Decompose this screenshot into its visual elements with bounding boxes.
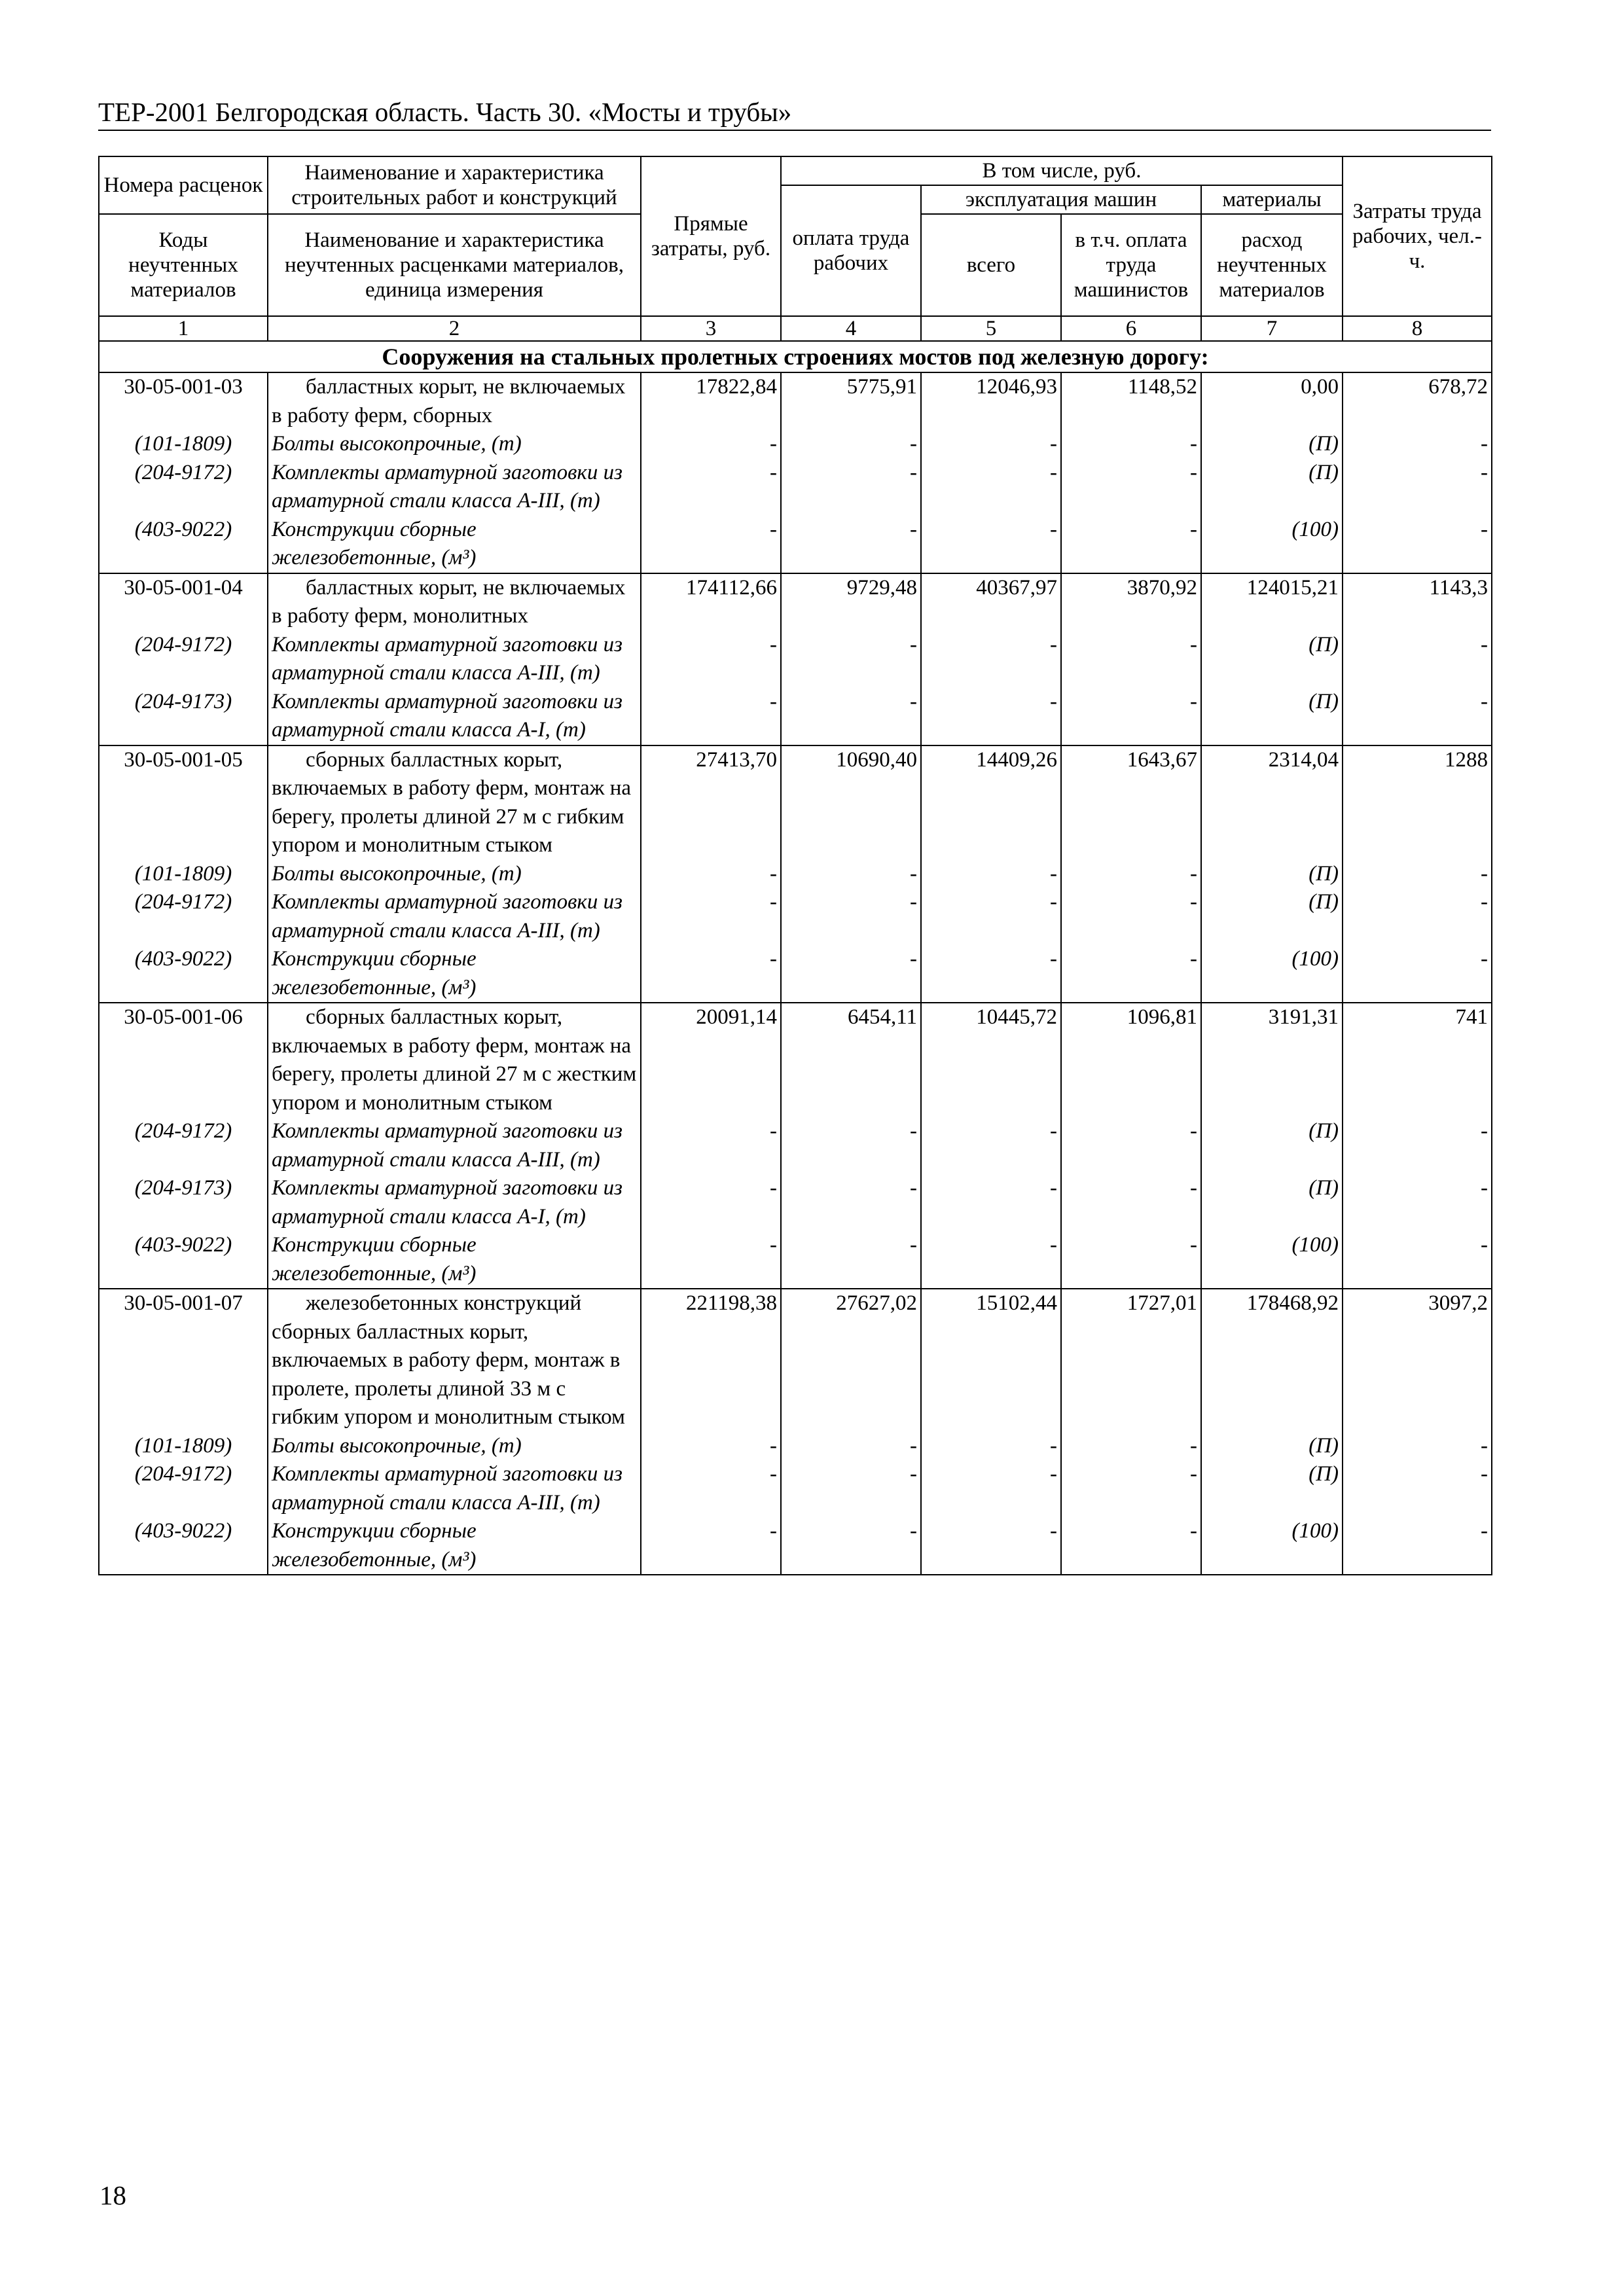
dash-value: - xyxy=(921,688,1061,745)
dash-value: - xyxy=(1343,430,1492,459)
labor-costs-value: 3097,2 xyxy=(1343,1289,1492,1432)
material-row xyxy=(99,1231,1492,1289)
material-quantity: (П) xyxy=(1201,1432,1343,1461)
dash-value: - xyxy=(1343,688,1492,745)
dash-value: - xyxy=(641,1432,781,1461)
material-code: (204-9172) xyxy=(99,1460,268,1517)
material-code: (403-9022) xyxy=(99,1231,268,1289)
dash-value: - xyxy=(921,631,1061,688)
machinist-pay-value: 1643,67 xyxy=(1061,745,1201,860)
header-worker-pay: оплата труда рабочих xyxy=(781,185,921,316)
header-materials: материалы xyxy=(1201,185,1343,214)
header-rule xyxy=(98,130,1491,131)
material-code: (101-1809) xyxy=(99,430,268,459)
material-description: Болты высокопрочные, (т) xyxy=(268,1432,641,1461)
column-number: 7 xyxy=(1201,316,1343,341)
dash-value: - xyxy=(1343,1460,1492,1517)
material-description: Комплекты арматурной заготовки из арматурной стали класса А-III, (т) xyxy=(268,888,641,945)
material-row xyxy=(99,688,1492,745)
table-row xyxy=(99,573,1492,631)
dash-value: - xyxy=(781,459,921,516)
material-quantity: (П) xyxy=(1201,688,1343,745)
machine-total-value: 12046,93 xyxy=(921,372,1061,430)
material-quantity: (П) xyxy=(1201,1117,1343,1174)
dash-value: - xyxy=(1343,945,1492,1003)
material-description: Комплекты арматурной заготовки из арматурной стали класса А-III, (т) xyxy=(268,1117,641,1174)
material-row xyxy=(99,1460,1492,1517)
rates-table xyxy=(98,156,1492,1575)
machine-total-value: 40367,97 xyxy=(921,573,1061,631)
dash-value: - xyxy=(921,945,1061,1003)
material-row xyxy=(99,1117,1492,1174)
column-number: 8 xyxy=(1343,316,1492,341)
worker-pay-value: 27627,02 xyxy=(781,1289,921,1432)
dash-value: - xyxy=(641,516,781,573)
rate-description xyxy=(268,1003,641,1117)
dash-value: - xyxy=(1061,945,1201,1003)
rate-description xyxy=(268,1289,641,1432)
dash-value: - xyxy=(921,459,1061,516)
material-code: (204-9172) xyxy=(99,459,268,516)
dash-value: - xyxy=(781,1231,921,1289)
machinist-pay-value: 1148,52 xyxy=(1061,372,1201,430)
header-labor-costs: Затраты труда рабочих, чел.-ч. xyxy=(1343,156,1492,316)
page-number: 18 xyxy=(99,2180,126,2210)
material-code: (403-9022) xyxy=(99,945,268,1003)
material-quantity: (П) xyxy=(1201,631,1343,688)
dash-value: - xyxy=(1343,1174,1492,1231)
dash-value: - xyxy=(781,860,921,889)
dash-value: - xyxy=(1061,860,1201,889)
header-machine-total: всего xyxy=(921,214,1061,316)
dash-value: - xyxy=(641,631,781,688)
machinist-pay-value: 1096,81 xyxy=(1061,1003,1201,1117)
material-row xyxy=(99,516,1492,573)
column-number: 1 xyxy=(99,316,268,341)
dash-value: - xyxy=(781,430,921,459)
machine-total-value: 10445,72 xyxy=(921,1003,1061,1117)
material-description: Комплекты арматурной заготовки из арматурной стали класса А-III, (т) xyxy=(268,459,641,516)
material-row xyxy=(99,631,1492,688)
material-row xyxy=(99,860,1492,889)
header-unaccounted-materials: расход неучтенных материалов xyxy=(1201,214,1343,316)
header-machinist-pay: в т.ч. оплата труда машинистов xyxy=(1061,214,1201,316)
dash-value: - xyxy=(781,888,921,945)
dash-value: - xyxy=(1343,1517,1492,1575)
materials-value: 2314,04 xyxy=(1201,745,1343,860)
material-code: (204-9172) xyxy=(99,631,268,688)
material-quantity: (П) xyxy=(1201,1174,1343,1231)
worker-pay-value: 9729,48 xyxy=(781,573,921,631)
rate-description-text: сборных балластных корыт, включаемых в работу ферм, монтаж на берегу, пролеты длиной 27 м с жестким упором и монолитным стыком xyxy=(272,1005,637,1115)
dash-value: - xyxy=(641,1460,781,1517)
dash-value: - xyxy=(1343,1231,1492,1289)
dash-value: - xyxy=(921,1117,1061,1174)
material-code: (204-9172) xyxy=(99,888,268,945)
rate-description-text: сборных балластных корыт, включаемых в работу ферм, монтаж на берегу, пролеты длиной 27 м с гибким упором и монолитным стыком xyxy=(272,747,632,857)
dash-value: - xyxy=(781,945,921,1003)
material-description: Болты высокопрочные, (т) xyxy=(268,430,641,459)
dash-value: - xyxy=(781,1117,921,1174)
material-description: Болты высокопрочные, (т) xyxy=(268,860,641,889)
dash-value: - xyxy=(781,1432,921,1461)
material-row xyxy=(99,1432,1492,1461)
materials-value: 178468,92 xyxy=(1201,1289,1343,1432)
material-quantity: (100) xyxy=(1201,1517,1343,1575)
dash-value: - xyxy=(641,945,781,1003)
worker-pay-value: 6454,11 xyxy=(781,1003,921,1117)
column-number: 4 xyxy=(781,316,921,341)
header-rate-numbers: Номера расценок xyxy=(99,156,268,214)
dash-value: - xyxy=(921,860,1061,889)
rate-code: 30-05-001-07 xyxy=(99,1289,268,1432)
dash-value: - xyxy=(1061,459,1201,516)
dash-value: - xyxy=(641,1231,781,1289)
material-code: (204-9173) xyxy=(99,1174,268,1231)
dash-value: - xyxy=(921,516,1061,573)
table-row xyxy=(99,372,1492,430)
direct-costs-value: 20091,14 xyxy=(641,1003,781,1117)
dash-value: - xyxy=(1061,1432,1201,1461)
dash-value: - xyxy=(921,1231,1061,1289)
dash-value: - xyxy=(1061,1517,1201,1575)
rate-description xyxy=(268,372,641,430)
material-row xyxy=(99,888,1492,945)
dash-value: - xyxy=(781,1174,921,1231)
material-quantity: (100) xyxy=(1201,1231,1343,1289)
material-code: (403-9022) xyxy=(99,516,268,573)
dash-value: - xyxy=(641,1117,781,1174)
dash-value: - xyxy=(921,1432,1061,1461)
direct-costs-value: 17822,84 xyxy=(641,372,781,430)
materials-value: 3191,31 xyxy=(1201,1003,1343,1117)
material-row xyxy=(99,945,1492,1003)
material-code: (204-9172) xyxy=(99,1117,268,1174)
dash-value: - xyxy=(921,1174,1061,1231)
dash-value: - xyxy=(1343,459,1492,516)
dash-value: - xyxy=(641,1517,781,1575)
column-number: 2 xyxy=(268,316,641,341)
material-description: Конструкции сборные железобетонные, (м³) xyxy=(268,516,641,573)
dash-value: - xyxy=(1061,1117,1201,1174)
header-material-name: Наименование и характеристика неучтенных расценками материалов, единица измерения xyxy=(268,214,641,316)
rate-description xyxy=(268,573,641,631)
dash-value: - xyxy=(641,430,781,459)
material-row xyxy=(99,430,1492,459)
worker-pay-value: 10690,40 xyxy=(781,745,921,860)
rate-description xyxy=(268,745,641,860)
materials-value: 0,00 xyxy=(1201,372,1343,430)
header-material-codes: Коды неучтенных материалов xyxy=(99,214,268,316)
table-row xyxy=(99,1003,1492,1117)
dash-value: - xyxy=(781,688,921,745)
machinist-pay-value: 1727,01 xyxy=(1061,1289,1201,1432)
dash-value: - xyxy=(921,888,1061,945)
material-code: (101-1809) xyxy=(99,860,268,889)
materials-value: 124015,21 xyxy=(1201,573,1343,631)
dash-value: - xyxy=(1343,1432,1492,1461)
dash-value: - xyxy=(1061,516,1201,573)
material-row xyxy=(99,459,1492,516)
material-description: Конструкции сборные железобетонные, (м³) xyxy=(268,1231,641,1289)
labor-costs-value: 741 xyxy=(1343,1003,1492,1117)
column-number: 6 xyxy=(1061,316,1201,341)
rate-code: 30-05-001-05 xyxy=(99,745,268,860)
rate-description-text: балластных корыт, не включаемых в работу ферм, сборных xyxy=(272,375,626,427)
labor-costs-value: 1288 xyxy=(1343,745,1492,860)
header-direct-costs: Прямые затраты, руб. xyxy=(641,156,781,316)
direct-costs-value: 221198,38 xyxy=(641,1289,781,1432)
direct-costs-value: 174112,66 xyxy=(641,573,781,631)
worker-pay-value: 5775,91 xyxy=(781,372,921,430)
material-description: Конструкции сборные железобетонные, (м³) xyxy=(268,945,641,1003)
material-code: (204-9173) xyxy=(99,688,268,745)
dash-value: - xyxy=(1061,888,1201,945)
machinist-pay-value: 3870,92 xyxy=(1061,573,1201,631)
table-row xyxy=(99,745,1492,860)
material-row xyxy=(99,1517,1492,1575)
dash-value: - xyxy=(1061,631,1201,688)
material-code: (403-9022) xyxy=(99,1517,268,1575)
machine-total-value: 14409,26 xyxy=(921,745,1061,860)
dash-value: - xyxy=(641,688,781,745)
dash-value: - xyxy=(641,459,781,516)
dash-value: - xyxy=(921,430,1061,459)
direct-costs-value: 27413,70 xyxy=(641,745,781,860)
material-row xyxy=(99,1174,1492,1231)
section-title: Сооружения на стальных пролетных строениях мостов под железную дорогу: xyxy=(99,341,1492,372)
material-quantity: (П) xyxy=(1201,1460,1343,1517)
dash-value: - xyxy=(641,1174,781,1231)
dash-value: - xyxy=(1061,1460,1201,1517)
dash-value: - xyxy=(1061,1231,1201,1289)
dash-value: - xyxy=(641,888,781,945)
material-quantity: (П) xyxy=(1201,860,1343,889)
material-description: Комплекты арматурной заготовки из арматурной стали класса А-I, (т) xyxy=(268,688,641,745)
dash-value: - xyxy=(781,631,921,688)
table-header xyxy=(99,156,1492,341)
header-including: В том числе, руб. xyxy=(781,156,1343,185)
dash-value: - xyxy=(1061,688,1201,745)
table-body xyxy=(99,341,1492,1575)
rate-code: 30-05-001-04 xyxy=(99,573,268,631)
header-machine-operation: эксплуатация машин xyxy=(921,185,1201,214)
dash-value: - xyxy=(781,1517,921,1575)
dash-value: - xyxy=(921,1517,1061,1575)
material-description: Комплекты арматурной заготовки из арматурной стали класса А-I, (т) xyxy=(268,1174,641,1231)
page-header-title: ТЕР-2001 Белгородская область. Часть 30. «Мосты и трубы» xyxy=(98,97,792,127)
table-row xyxy=(99,1289,1492,1432)
material-quantity: (100) xyxy=(1201,516,1343,573)
dash-value: - xyxy=(781,516,921,573)
rate-description-text: балластных корыт, не включаемых в работу ферм, монолитных xyxy=(272,575,626,628)
material-description: Комплекты арматурной заготовки из арматурной стали класса А-III, (т) xyxy=(268,631,641,688)
dash-value: - xyxy=(1343,631,1492,688)
dash-value: - xyxy=(1061,430,1201,459)
column-number: 3 xyxy=(641,316,781,341)
rate-code: 30-05-001-03 xyxy=(99,372,268,430)
dash-value: - xyxy=(1061,1174,1201,1231)
dash-value: - xyxy=(781,1460,921,1517)
rate-code: 30-05-001-06 xyxy=(99,1003,268,1117)
material-code: (101-1809) xyxy=(99,1432,268,1461)
rate-description-text: железобетонных конструкций сборных балластных корыт, включаемых в работу ферм, монтаж в пролете, пролеты длиной 33 м с гибким упором и монолитным стыком xyxy=(272,1291,625,1429)
material-quantity: (100) xyxy=(1201,945,1343,1003)
machine-total-value: 15102,44 xyxy=(921,1289,1061,1432)
dash-value: - xyxy=(921,1460,1061,1517)
material-quantity: (П) xyxy=(1201,430,1343,459)
dash-value: - xyxy=(1343,516,1492,573)
material-quantity: (П) xyxy=(1201,888,1343,945)
material-description: Конструкции сборные железобетонные, (м³) xyxy=(268,1517,641,1575)
column-number: 5 xyxy=(921,316,1061,341)
dash-value: - xyxy=(1343,1117,1492,1174)
dash-value: - xyxy=(1343,860,1492,889)
material-quantity: (П) xyxy=(1201,459,1343,516)
header-work-name: Наименование и характеристика строительных работ и конструкций xyxy=(268,156,641,214)
dash-value: - xyxy=(1343,888,1492,945)
material-description: Комплекты арматурной заготовки из арматурной стали класса А-III, (т) xyxy=(268,1460,641,1517)
labor-costs-value: 678,72 xyxy=(1343,372,1492,430)
dash-value: - xyxy=(641,860,781,889)
labor-costs-value: 1143,3 xyxy=(1343,573,1492,631)
